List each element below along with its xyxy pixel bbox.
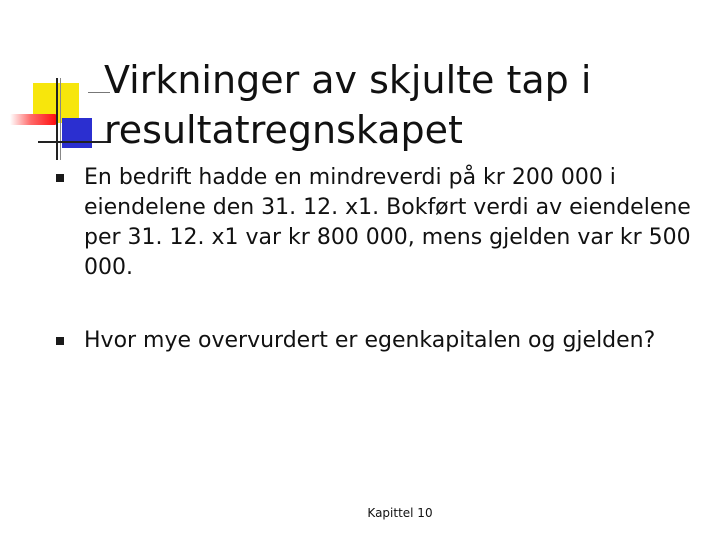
footer-chapter: Kapittel 10 bbox=[367, 506, 433, 520]
bullet-text: En bedrift hadde en mindreverdi på kr 200 000 i eiendelene den 31. 12. x1. Bokført verdi av eiendelene per 31. 12. x1 var kr 800 000, mens gjelden var kr 500 000. bbox=[84, 165, 691, 280]
bullet-item bbox=[56, 326, 696, 356]
vertical-line bbox=[56, 78, 58, 160]
blue-square-shape bbox=[62, 118, 92, 148]
bullet-text: Hvor mye overvurdert er egenkapitalen og gjelden? bbox=[84, 328, 656, 353]
bullet-item bbox=[56, 163, 696, 283]
slide-title: Virkninger av skjulte tap i resultatregnskapet bbox=[104, 58, 592, 153]
decorative-logo bbox=[0, 0, 110, 170]
square-bullet-icon bbox=[56, 337, 64, 345]
horizontal-line bbox=[38, 141, 110, 143]
square-bullet-icon bbox=[56, 174, 64, 182]
bullet-list bbox=[56, 163, 696, 399]
red-bar-shape bbox=[10, 114, 56, 125]
vertical-line-thin bbox=[60, 78, 61, 160]
